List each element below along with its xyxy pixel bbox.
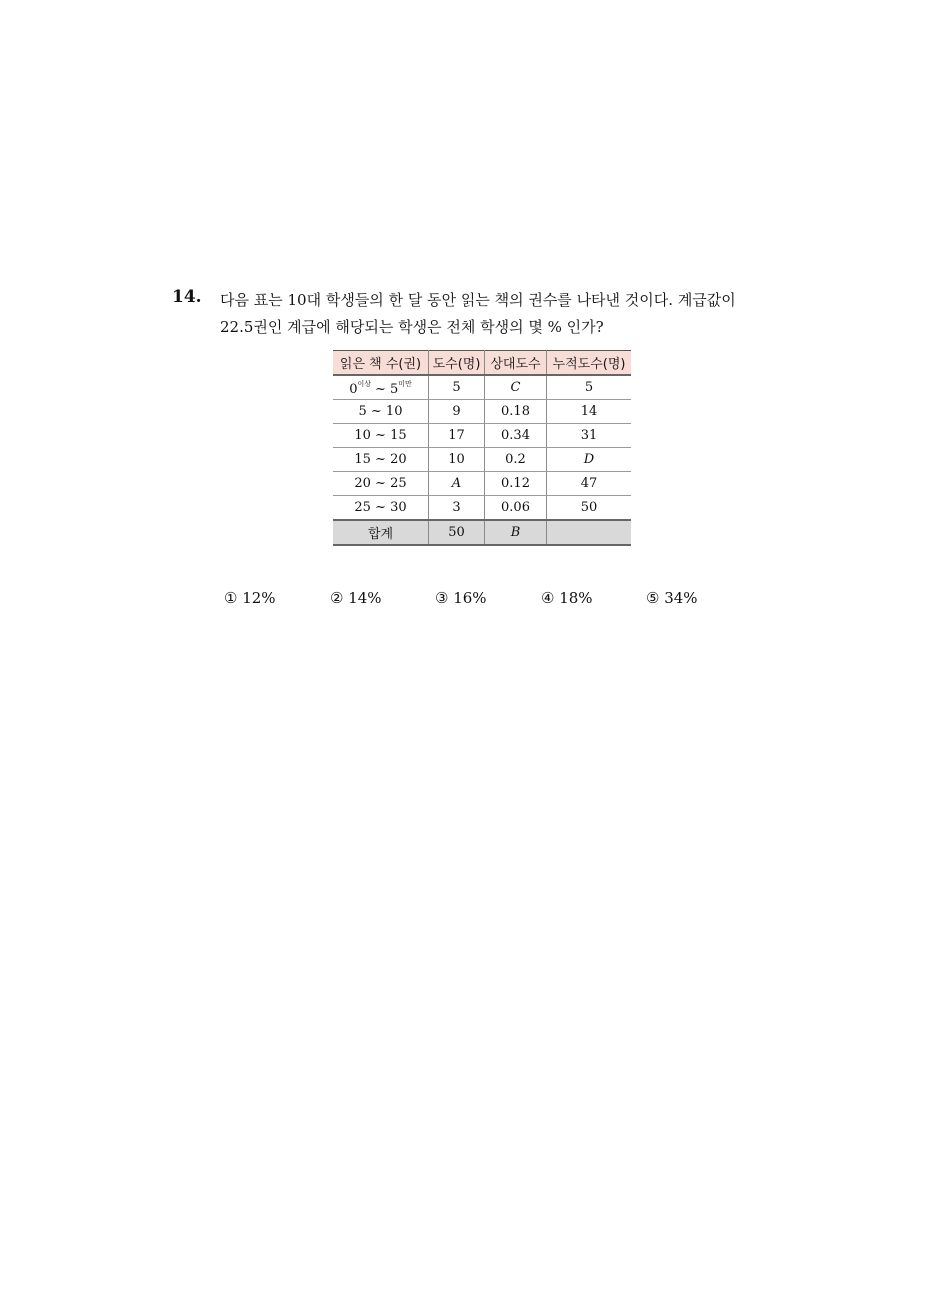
range-to: 5 [389,381,399,397]
frequency-table [333,350,631,546]
class-range: 5 ~ 10 [333,400,429,424]
relative-frequency-cell: 0.18 [485,400,547,424]
frequency-cell: A [429,472,485,496]
relative-frequency-cell: 0.34 [485,424,547,448]
choice-1[interactable]: ① 12% [224,589,276,607]
relative-frequency-cell: 0.2 [485,448,547,472]
range-from-label: 이상 [357,379,372,388]
range-to-label: 미만 [398,379,412,388]
frequency-cell: 17 [429,424,485,448]
table-row [333,472,631,496]
cumulative-frequency-cell: 50 [547,496,632,521]
header-cumulative-frequency: 누적도수(명) [547,351,632,376]
class-range: 10 ~ 15 [333,424,429,448]
choice-2[interactable]: ② 14% [330,589,382,607]
cumulative-frequency-cell: D [547,448,632,472]
table-total-row [333,520,631,545]
cumulative-frequency-cell: 31 [547,424,632,448]
relative-frequency-cell: C [485,375,547,400]
cumulative-frequency-cell: 5 [547,375,632,400]
header-frequency: 도수(명) [429,351,485,376]
table-row [333,448,631,472]
frequency-cell: 10 [429,448,485,472]
choice-3[interactable]: ③ 16% [435,589,487,607]
question-text [220,287,800,341]
class-range [333,375,429,400]
class-range: 25 ~ 30 [333,496,429,521]
total-cumulative-frequency [547,520,632,545]
frequency-cell: 5 [429,375,485,400]
frequency-cell: 3 [429,496,485,521]
cumulative-frequency-cell: 47 [547,472,632,496]
question-number: 14. [172,287,202,307]
choice-4[interactable]: ④ 18% [541,589,593,607]
table-row [333,375,631,400]
table-header-row [333,351,631,376]
total-label: 합계 [333,520,429,545]
question-line-2: 22.5권인 계급에 해당되는 학생은 전체 학생의 몇 % 인가? [220,318,604,336]
class-range: 20 ~ 25 [333,472,429,496]
table-row [333,424,631,448]
total-relative-frequency: B [485,520,547,545]
choice-5[interactable]: ⑤ 34% [646,589,698,607]
table-row [333,400,631,424]
range-tilde: ~ [375,381,386,397]
cumulative-frequency-cell: 14 [547,400,632,424]
frequency-cell: 9 [429,400,485,424]
header-books-read: 읽은 책 수(권) [333,351,429,376]
class-range: 15 ~ 20 [333,448,429,472]
relative-frequency-cell: 0.12 [485,472,547,496]
relative-frequency-cell: 0.06 [485,496,547,521]
range-from: 0 [349,381,358,397]
total-frequency: 50 [429,520,485,545]
table-row [333,496,631,521]
question-line-1: 다음 표는 10대 학생들의 한 달 동안 읽는 책의 권수를 나타낸 것이다. 계급값이 [220,291,736,309]
header-relative-frequency: 상대도수 [485,351,547,376]
